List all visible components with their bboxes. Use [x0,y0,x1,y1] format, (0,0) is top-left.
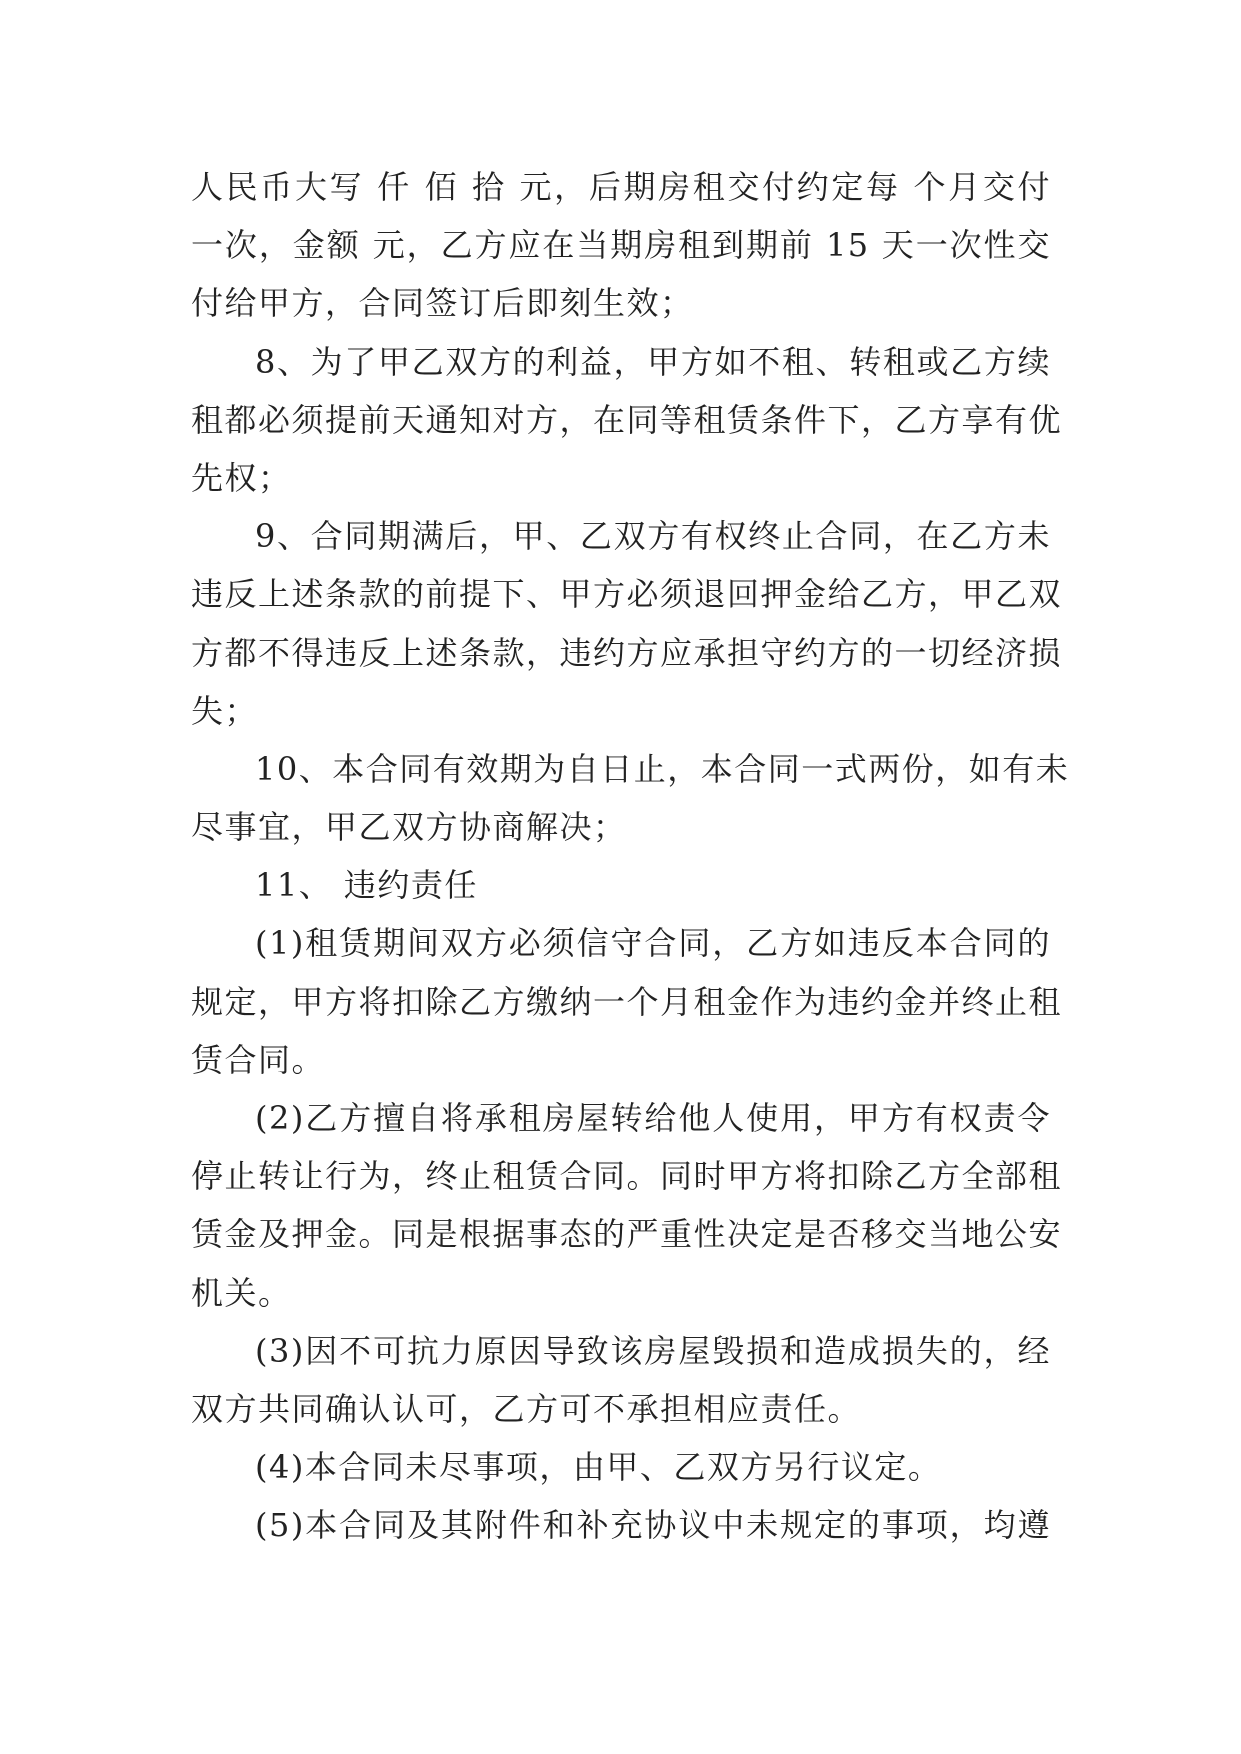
text-line: 规定，甲方将扣除乙方缴纳一个月租金作为违约金并终止租 [191,982,1063,1021]
subclause-5-line: (5)本合同及其附件和补充协议中未规定的事项，均遵 [255,1506,1051,1545]
text-line: 赁合同。 [191,1040,326,1079]
text-line: 先权； [191,458,292,497]
text-line: 付给甲方，合同签订后即刻生效； [191,284,694,323]
subclause-1-line: (1)租赁期间双方必须信守合同，乙方如违反本合同的 [255,924,1051,963]
text-line: 双方共同确认认可，乙方可不承担相应责任。 [191,1389,862,1428]
clause-10-line: 10、本合同有效期为自日止，本合同一式两份，如有未 [255,749,1070,788]
text-line: 人民币大写 仟 佰 拾 元，后期房租交付约定每 个月交付 [191,168,1051,206]
clause-8-line: 8、为了甲乙双方的利益，甲方如不租、转租或乙方续 [255,342,1051,381]
text-line: 赁金及押金。同是根据事态的严重性决定是否移交当地公安 [191,1215,1063,1254]
text-line: 违反上述条款的前提下、甲方必须退回押金给乙方，甲乙双 [191,575,1063,614]
subclause-2-line: (2)乙方擅自将承租房屋转给他人使用，甲方有权责令 [255,1099,1051,1137]
text-line: 尽事宜，甲乙双方协商解决； [191,808,627,847]
subclause-4-line: (4)本合同未尽事项，由甲、乙双方另行议定。 [255,1448,942,1487]
text-line: 停止转让行为，终止租赁合同。同时甲方将扣除乙方全部租 [191,1157,1063,1196]
text-line: 一次，金额 元，乙方应在当期房租到期前 15 天一次性交 [191,226,1051,265]
contract-text [191,158,1070,1555]
text-line: 失； [191,691,259,730]
text-line: 机关。 [191,1273,292,1312]
text-line: 租都必须提前天通知对方，在同等租赁条件下，乙方享有优 [191,400,1063,439]
clause-11-heading: 11、 违约责任 [255,866,478,905]
text-line: 方都不得违反上述条款，违约方应承担守约方的一切经济损 [191,633,1063,672]
subclause-3-line: (3)因不可抗力原因导致该房屋毁损和造成损失的，经 [255,1331,1051,1370]
clause-9-line: 9、合同期满后，甲、乙双方有权终止合同，在乙方未 [255,517,1051,556]
